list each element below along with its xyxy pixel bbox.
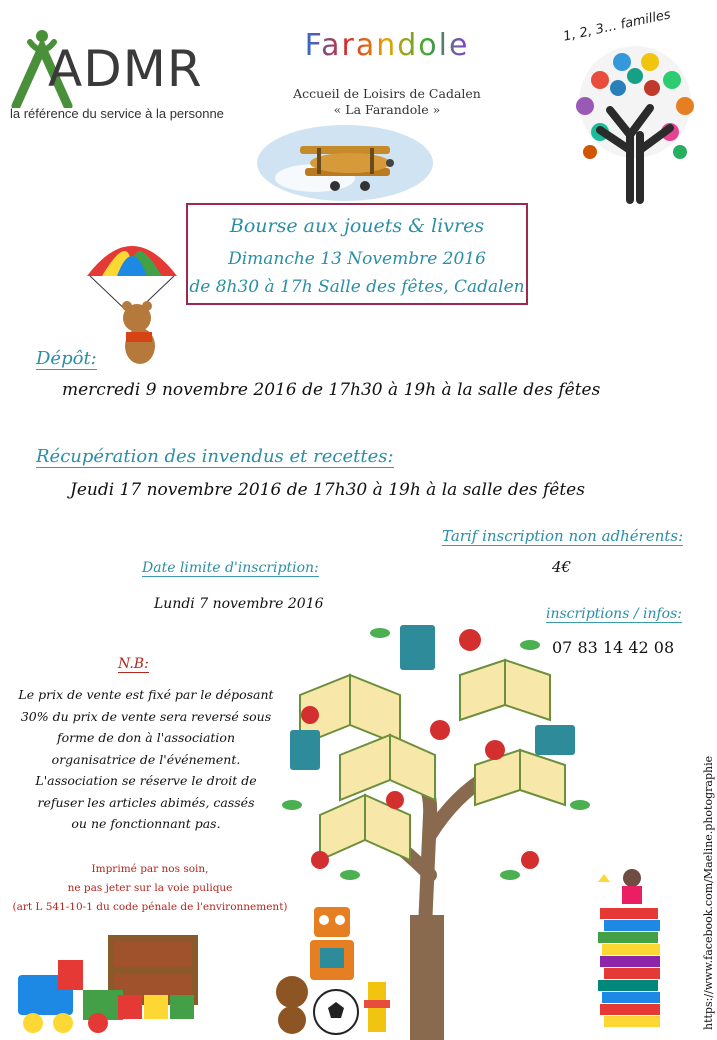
- biplane-illustration: [255, 118, 435, 203]
- familles-logo-text: 1, 2, 3… familles: [562, 7, 673, 45]
- headline-place: de 8h30 à 17h Salle des fêtes, Cadalen: [189, 277, 525, 297]
- familles-hand-tree-icon: [560, 40, 710, 205]
- nb-text-block: [6, 684, 286, 835]
- tarif-label: Tarif inscription non adhérents:: [442, 527, 684, 545]
- nb-line: refuser les articles abimés, cassés: [37, 794, 255, 810]
- depot-text: mercredi 9 novembre 2016 de 17h30 à 19h à la salle des fêtes: [62, 380, 601, 400]
- nb-line: organisatrice de l'événement.: [51, 751, 241, 767]
- headline-date: Dimanche 13 Novembre 2016: [228, 249, 486, 269]
- recuperation-label: Récupération des invendus et recettes:: [36, 446, 394, 467]
- farandole-line1: Accueil de Loisirs de Cadalen: [293, 86, 481, 101]
- printed-line: Imprimé par nos soin,: [91, 863, 209, 875]
- limite-value: Lundi 7 novembre 2016: [154, 596, 324, 612]
- depot-label: Dépôt:: [36, 348, 97, 369]
- headline-box: [186, 203, 528, 305]
- printed-line: (art L 541-10-1 du code pénale de l'environnement): [12, 901, 288, 913]
- train-shelf-illustration: [18, 935, 200, 1035]
- admr-name: ADMR: [48, 40, 203, 98]
- farandole-logo-text: Farandole: [304, 28, 470, 63]
- parachute-bear-illustration: [82, 236, 182, 371]
- nb-label: N.B:: [118, 656, 149, 672]
- limite-label: Date limite d'inscription:: [142, 560, 319, 576]
- nb-line: Le prix de vente est fixé par le déposant: [18, 687, 274, 702]
- tarif-value: 4€: [552, 558, 572, 576]
- nb-line: forme de don à l'association: [57, 730, 235, 745]
- inscriptions-label: inscriptions / infos:: [546, 606, 683, 622]
- facebook-credit: https://www.facebook.com/Maeline.photographie: [702, 755, 715, 1030]
- farandole-line2: « La Farandole »: [333, 102, 441, 117]
- girl-on-books-illustration: [592, 868, 667, 1038]
- recuperation-text: Jeudi 17 novembre 2016 de 17h30 à 19h à la salle des fêtes: [70, 480, 585, 500]
- printed-line: ne pas jeter sur la voie pulique: [67, 882, 233, 894]
- robot-toys-illustration: [272, 902, 392, 1037]
- nb-line: L'association se réserve le droit de: [35, 773, 257, 788]
- headline-title: Bourse aux jouets & livres: [229, 215, 485, 237]
- admr-tagline: la référence du service à la personne: [10, 106, 224, 121]
- printed-note: [0, 860, 300, 917]
- nb-line: ou ne fonctionnant pas.: [71, 816, 221, 831]
- inscriptions-phone: 07 83 14 42 08: [552, 638, 675, 657]
- nb-line: 30% du prix de vente sera reversé sous: [20, 708, 272, 724]
